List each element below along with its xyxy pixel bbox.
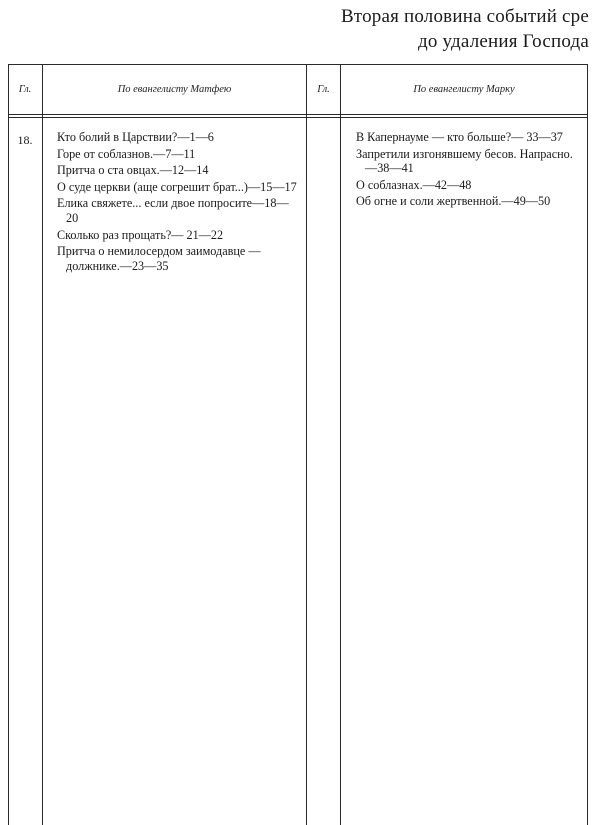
list-item: Запретили изгонявшему бесов. Напрасно.—38—41	[356, 146, 573, 176]
list-item: О суде церкви (аще согрешит брат...)—15—17	[57, 179, 297, 194]
header-matthew: По евангелисту Матфею	[117, 83, 232, 95]
matthew-chapter-number: 18.	[17, 133, 33, 147]
list-item: Притча о немилосердом заимодавце — должнике.—23—35	[57, 244, 261, 273]
mark-entry-list	[356, 130, 580, 211]
list-item: Елика свяжете... если двое попросите—18—20	[57, 196, 289, 225]
table-left-rule	[8, 64, 9, 825]
list-item: Притча о ста овцах.—12—14	[57, 163, 209, 178]
list-item: Горе от соблазнов.—7—11	[57, 146, 196, 161]
list-item: Об огне и соли жертвенной.—49—50	[356, 194, 551, 209]
header-chapter-1: Гл.	[18, 83, 32, 95]
header-bottom-rule-double	[8, 117, 588, 118]
header-chapter-2: Гл.	[317, 83, 330, 95]
page-header	[341, 4, 589, 54]
list-item: О соблазнах.—42—48	[356, 177, 472, 192]
list-item: Сколько раз прощать?— 21—22	[57, 227, 224, 242]
matthew-entry-list	[57, 130, 297, 275]
header-line-2: до удаления Господа	[418, 31, 589, 52]
col-divider-2	[306, 64, 307, 825]
table-right-rule	[587, 64, 588, 825]
list-item: Кто болий в Царствии?—1—6	[57, 130, 214, 144]
col-divider-3	[340, 64, 341, 825]
gospel-table	[8, 64, 588, 825]
header-mark: По евангелисту Марку	[413, 83, 515, 95]
header-line-1: Вторая половина событий сре	[340, 6, 589, 27]
col-divider-1	[42, 64, 43, 825]
list-item: В Капернауме — кто больше?— 33—37	[356, 130, 563, 144]
header-bottom-rule	[8, 114, 588, 115]
